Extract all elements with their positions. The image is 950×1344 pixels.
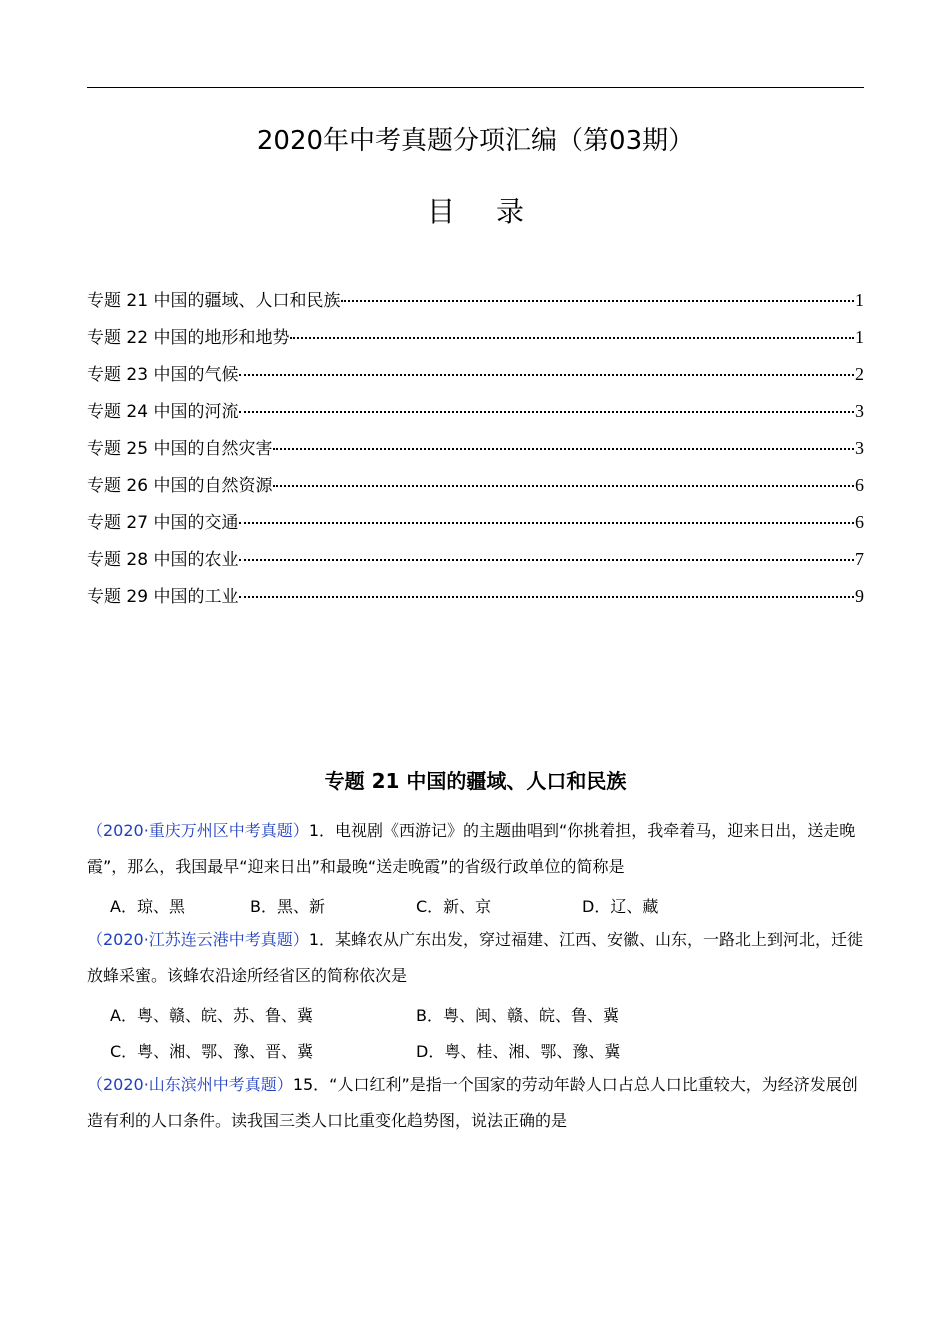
toc-entry-label: 专题 24 中国的河流 [87,402,239,422]
option-b: B．粤、闽、赣、皖、鲁、冀 [416,1006,619,1025]
toc-entry-page: 1 [855,290,864,310]
document-title: 2020年中考真题分项汇编（第03期） [256,126,695,156]
toc-heading: 目 录 [427,195,540,228]
question-text: 1．某蜂农从广东出发，穿过福建、江西、安徽、山东，一路北上到河北，迁徙放蜂采蜜。该蜂农沿途所经省区的简称依次是 [87,930,863,985]
question-source: （2020·山东滨州中考真题） [87,1075,293,1094]
toc-entry-page: 1 [855,327,864,347]
toc-leader-dots [239,411,854,413]
toc-leader-dots [341,300,854,302]
option-a: A．粤、赣、皖、苏、鲁、冀 [110,1006,313,1025]
toc-entry-page: 3 [855,438,864,458]
table-of-contents [87,286,864,619]
toc-entry[interactable] [87,323,864,360]
toc-leader-dots [239,374,854,376]
toc-entry[interactable] [87,582,864,619]
toc-entry-label: 专题 22 中国的地形和地势 [87,328,290,348]
toc-entry-label: 专题 28 中国的农业 [87,550,239,570]
section-title: 专题 21 中国的疆域、人口和民族 [324,769,627,793]
toc-entry-label: 专题 21 中国的疆域、人口和民族 [87,291,341,311]
toc-entry-page: 2 [855,364,864,384]
toc-entry-label: 专题 23 中国的气候 [87,365,239,385]
option-row [110,1039,864,1069]
toc-entry[interactable] [87,545,864,582]
option-c: C．新、京 [416,897,492,916]
question-text: 15．“人口红利”是指一个国家的劳动年龄人口占总人口比重较大，为经济发展创造有利的人口条件。读我国三类人口比重变化趋势图，说法正确的是 [87,1075,858,1130]
toc-entry-label: 专题 26 中国的自然资源 [87,476,273,496]
toc-entry-label: 专题 25 中国的自然灾害 [87,439,273,459]
toc-leader-dots [273,448,854,450]
option-row [110,894,864,924]
toc-entry-label: 专题 29 中国的工业 [87,587,239,607]
toc-entry-page: 7 [855,549,864,569]
toc-leader-dots [239,522,854,524]
toc-entry-page: 6 [855,475,864,495]
toc-entry[interactable] [87,508,864,545]
toc-entry-page: 6 [855,512,864,532]
toc-leader-dots [239,559,854,561]
option-d: D．粤、桂、湘、鄂、豫、冀 [416,1042,621,1061]
question-source: （2020·重庆万州区中考真题） [87,821,309,840]
toc-entry[interactable] [87,397,864,434]
question [87,1067,864,1139]
toc-entry-label: 专题 27 中国的交通 [87,513,239,533]
toc-leader-dots [290,337,854,339]
toc-entry-page: 9 [855,586,864,606]
question [87,922,864,994]
question-text: 1．电视剧《西游记》的主题曲唱到“你挑着担，我牵着马，迎来日出，送走晚霞”，那么，我国最早“迎来日出”和最晚“送走晚霞”的省级行政单位的简称是 [87,821,856,876]
option-d: D．辽、藏 [582,897,659,916]
toc-entry[interactable] [87,360,864,397]
toc-entry[interactable] [87,434,864,471]
toc-entry[interactable] [87,471,864,508]
question-source: （2020·江苏连云港中考真题） [87,930,309,949]
toc-leader-dots [239,596,854,598]
toc-entry-page: 3 [855,401,864,421]
header-rule [87,87,864,88]
toc-entry[interactable] [87,286,864,323]
toc-leader-dots [273,485,854,487]
question [87,813,864,885]
option-row [110,1003,864,1033]
option-a: A．琼、黑 [110,897,185,916]
option-c: C．粤、湘、鄂、豫、晋、冀 [110,1042,314,1061]
option-b: B．黑、新 [250,897,325,916]
